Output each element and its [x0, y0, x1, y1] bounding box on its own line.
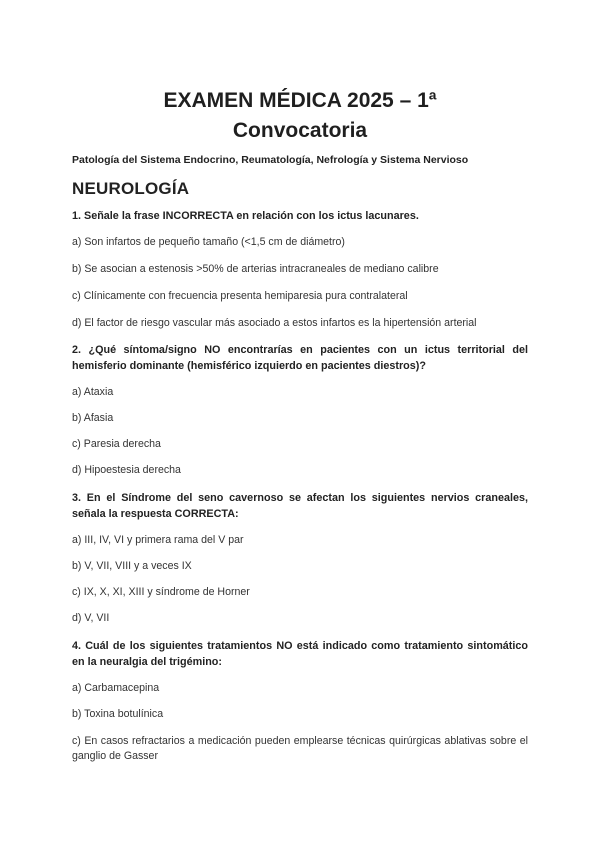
question-3-option-b: b) V, VII, VIII y a veces IX [72, 560, 192, 572]
exam-subject: Patología del Sistema Endocrino, Reumatología, Nefrología y Sistema Nervioso [72, 154, 469, 166]
question-1-option-d: d) El factor de riesgo vascular más asociado a estos infartos es la hipertensión arterial [72, 317, 477, 329]
question-2-option-a: a) Ataxia [72, 386, 114, 398]
question-4: 4. Cuál de los siguientes tratamientos NO está indicado como tratamiento sintomático en la neuralgia del trigémino: [72, 640, 528, 668]
question-1-option-c: c) Clínicamente con frecuencia presenta hemiparesia pura contralateral [72, 290, 408, 302]
question-2-option-d: d) Hipoestesia derecha [72, 464, 181, 476]
exam-title-sub: Convocatoria [232, 119, 368, 142]
question-1-option-b: b) Se asocian a estenosis >50% de arterias intracraneales de mediano calibre [72, 263, 439, 275]
question-3-option-c: c) IX, X, XI, XIII y síndrome de Horner [72, 586, 250, 598]
question-1: 1. Señale la frase INCORRECTA en relación con los ictus lacunares. [72, 210, 419, 222]
question-4-option-c: c) En casos refractarios a medicación pueden emplearse técnicas quirúrgicas ablativas sobre el ganglio de Gasser [72, 735, 528, 762]
question-3: 3. En el Síndrome del seno cavernoso se afectan los siguientes nervios craneales, señala la respuesta CORRECTA: [72, 492, 528, 520]
section-heading: NEUROLOGÍA [72, 179, 190, 198]
question-2-option-b: b) Afasia [72, 412, 114, 424]
question-2-option-c: c) Paresia derecha [72, 438, 161, 450]
question-3-option-d: d) V, VII [72, 612, 110, 624]
question-3-option-a: a) III, IV, VI y primera rama del V par [72, 534, 244, 546]
question-2: 2. ¿Qué síntoma/signo NO encontrarías en pacientes con un ictus territorial del hemisferio dominante (hemisférico izquierdo en pacientes diestros)? [72, 344, 528, 372]
exam-title: EXAMEN MÉDICA 2025 – 1ª [163, 89, 437, 112]
question-1-option-a: a) Son infartos de pequeño tamaño (<1,5 cm de diámetro) [72, 236, 345, 248]
question-4-option-a: a) Carbamacepina [72, 682, 160, 694]
question-4-option-b: b) Toxina botulínica [72, 708, 164, 720]
